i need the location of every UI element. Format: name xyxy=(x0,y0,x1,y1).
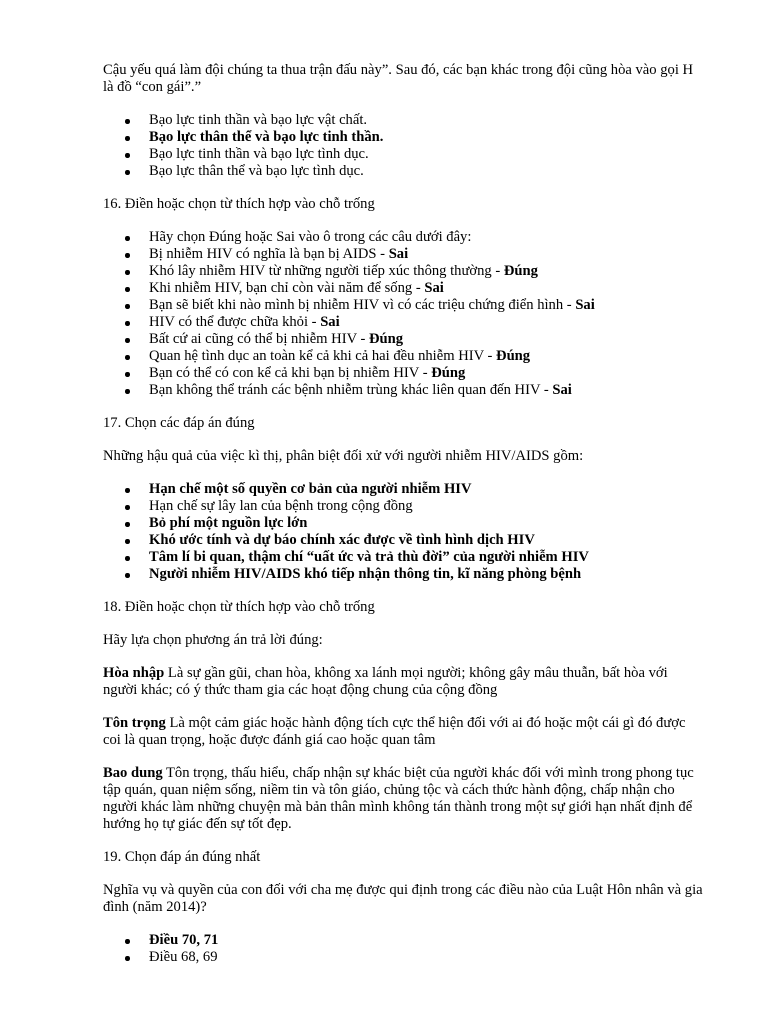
q15-option: Bạo lực thân thể và bạo lực tình dục. xyxy=(103,163,704,180)
q16-item: Quan hệ tình dục an toàn kể cả khi cả hai đều nhiễm HIV - Đúng xyxy=(103,348,704,365)
q15-options-list xyxy=(103,112,704,180)
q16-item: Bị nhiễm HIV có nghĩa là bạn bị AIDS - Sai xyxy=(103,246,704,263)
q17-option-correct: Tâm lí bi quan, thậm chí “uất ức và trả thù đời” của người nhiễm HIV xyxy=(103,549,704,566)
intro-paragraph: Cậu yếu quá làm đội chúng ta thua trận đấu này”. Sau đó, các bạn khác trong đội cũng hòa vào gọi H là đồ “con gái”.” xyxy=(103,62,694,95)
q17-option: Hạn chế sự lây lan của bệnh trong cộng đồng xyxy=(103,498,704,515)
q16-item: Bất cứ ai cũng có thể bị nhiễm HIV - Đúng xyxy=(103,331,704,348)
q16-item: HIV có thể được chữa khỏi - Sai xyxy=(103,314,704,331)
q19-title: 19. Chọn đáp án đúng nhất xyxy=(103,849,261,865)
definition-term: Tôn trọng xyxy=(103,715,166,731)
definition-hoa-nhap: Hòa nhập Là sự gần gũi, chan hòa, không xa lánh mọi người; không gây mâu thuẫn, bất hòa với người khác; có ý thức tham gia các hoạt động chung của cộng đồng xyxy=(103,665,668,698)
q16-item: Bạn sẽ biết khi nào mình bị nhiễm HIV vì có các triệu chứng điển hình - Sai xyxy=(103,297,704,314)
q16-answer: Sai xyxy=(424,280,444,296)
q17-title: 17. Chọn các đáp án đúng xyxy=(103,415,255,431)
q16-answer: Đúng xyxy=(496,348,531,364)
q15-option-correct: Bạo lực thân thể và bạo lực tinh thần. xyxy=(103,129,704,146)
q15-option: Bạo lực tinh thần và bạo lực tình dục. xyxy=(103,146,704,163)
q19-options-list xyxy=(103,932,704,966)
q18-title: 18. Điền hoặc chọn từ thích hợp vào chỗ trống xyxy=(103,599,375,615)
q19-option: Điều 68, 69 xyxy=(103,949,704,966)
q16-item: Khó lây nhiễm HIV từ những người tiếp xúc thông thường - Đúng xyxy=(103,263,704,280)
q17-option-correct: Bỏ phí một nguồn lực lớn xyxy=(103,515,704,532)
q19-question: Nghĩa vụ và quyền của con đối với cha mẹ được qui định trong các điều nào của Luật Hôn nhân và gia đình (năm 2014)? xyxy=(103,882,703,915)
q16-answer: Sai xyxy=(575,297,595,313)
q17-option-correct: Người nhiễm HIV/AIDS khó tiếp nhận thông tin, kĩ năng phòng bệnh xyxy=(103,566,704,583)
q17-question: Những hậu quả của việc kì thị, phân biệt đối xử với người nhiễm HIV/AIDS gồm: xyxy=(103,448,584,464)
q16-answer: Sai xyxy=(320,314,340,330)
q16-answer: Sai xyxy=(552,382,572,398)
definition-bao-dung: Bao dung Tôn trọng, thấu hiểu, chấp nhận sự khác biệt của người khác đối với mình trong phong tục tập quán, quan niệm sống, niềm tin và tôn giáo, chủng tộc và cách thức hành động, chấp nhận cho người khác làm những chuyện mà bản thân mình không tán thành trong một sự giới hạn nhất định để hướng họ tự giác đến sự tốt đẹp. xyxy=(103,765,694,832)
definition-term: Bao dung xyxy=(103,765,163,781)
q16-answer: Đúng xyxy=(503,263,538,279)
q16-item: Bạn có thể có con kể cả khi bạn bị nhiễm HIV - Đúng xyxy=(103,365,704,382)
q16-item: Khi nhiễm HIV, bạn chỉ còn vài năm để sống - Sai xyxy=(103,280,704,297)
q15-option: Bạo lực tinh thần và bạo lực vật chất. xyxy=(103,112,704,129)
q16-answer: Đúng xyxy=(369,331,404,347)
q17-option-correct: Hạn chế một số quyền cơ bản của người nhiễm HIV xyxy=(103,481,704,498)
q17-options-list xyxy=(103,481,704,583)
q19-option-correct: Điều 70, 71 xyxy=(103,932,704,949)
q16-item: Bạn không thể tránh các bệnh nhiễm trùng khác liên quan đến HIV - Sai xyxy=(103,382,704,399)
q18-instruction: Hãy lựa chọn phương án trả lời đúng: xyxy=(103,632,323,648)
q17-option-correct: Khó ước tính và dự báo chính xác được về tình hình dịch HIV xyxy=(103,532,704,549)
q16-items-list xyxy=(103,229,704,399)
q16-title: 16. Điền hoặc chọn từ thích hợp vào chỗ trống xyxy=(103,196,375,212)
q16-instruction: Hãy chọn Đúng hoặc Sai vào ô trong các câu dưới đây: xyxy=(103,229,704,246)
q16-answer: Sai xyxy=(388,246,409,262)
definition-term: Hòa nhập xyxy=(103,665,165,681)
definition-ton-trong: Tôn trọng Là một cảm giác hoặc hành động tích cực thể hiện đối với ai đó hoặc một cái gì đó được coi là quan trọng, hoặc được đánh giá cao hoặc quan tâm xyxy=(103,715,686,748)
q16-answer: Đúng xyxy=(431,365,466,381)
